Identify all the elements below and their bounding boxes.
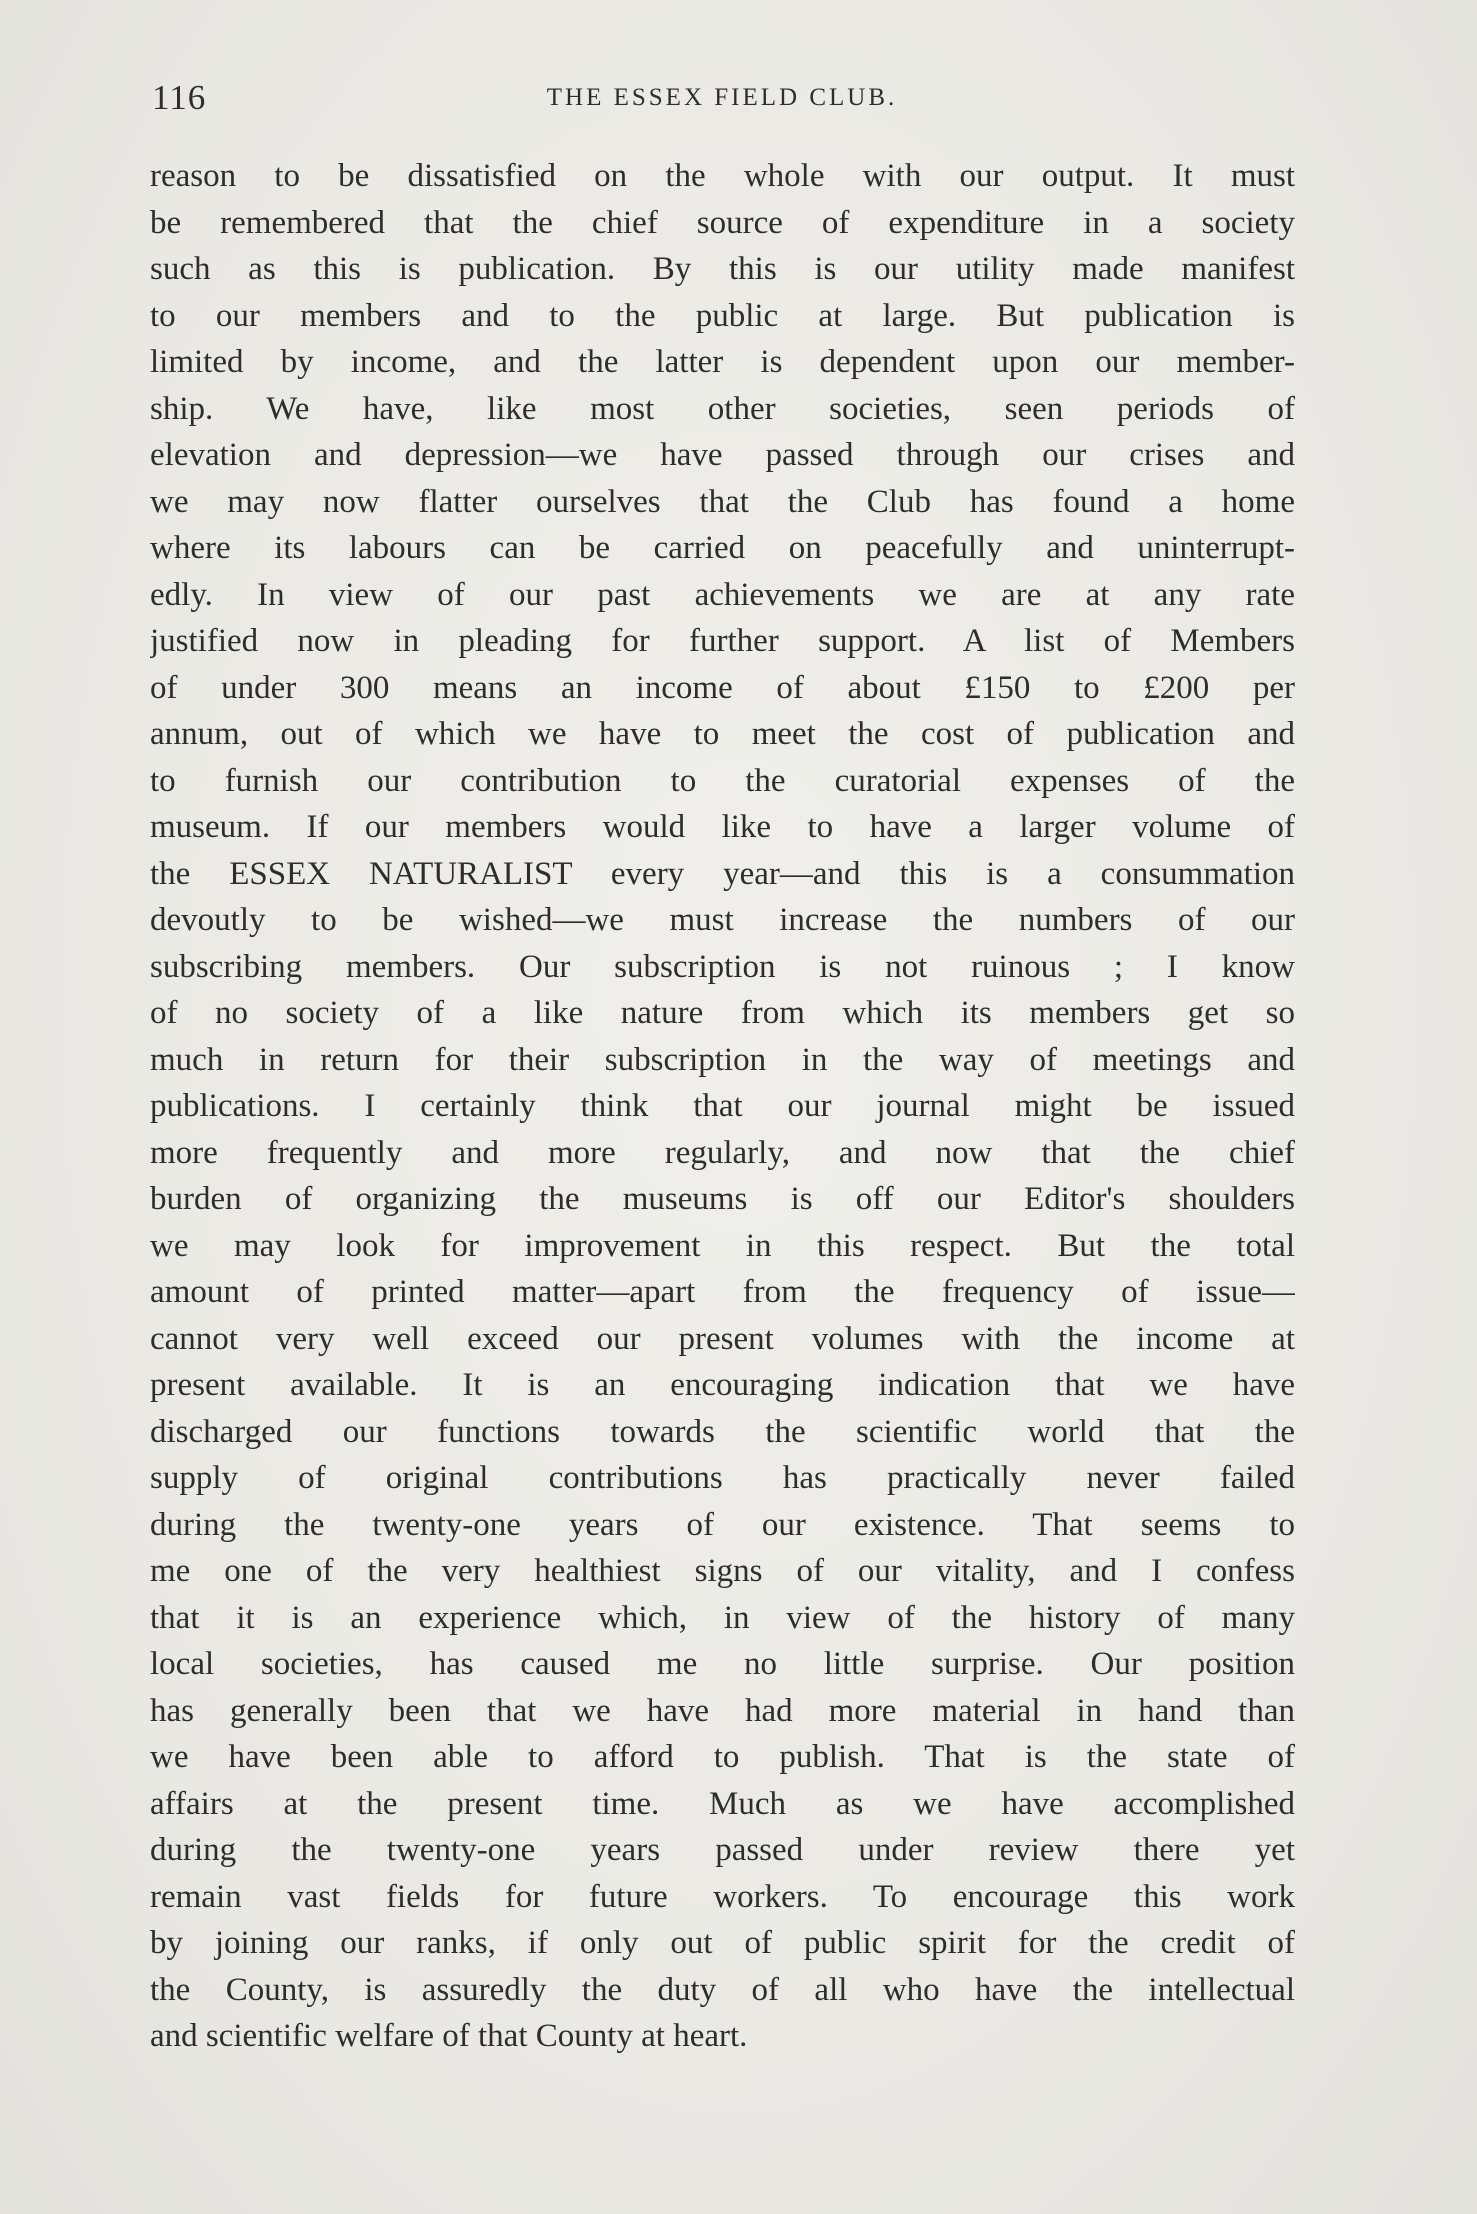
text-line: has generally been that we have had more material in hand than [150,1692,1295,1729]
text-line: such as this is publication. By this is our utility made manifest [150,251,1295,287]
text-line: limited by income, and the latter is dependent upon our member- [150,344,1295,380]
text-line: edly. In view of our past achievements we are at any rate [150,576,1295,613]
text-line: discharged our functions towards the scientific world that the [150,1413,1295,1450]
text-line: ship. We have, like most other societies, seen periods of [150,390,1295,427]
body-text [150,153,1295,2060]
text-line: reason to be dissatisfied on the whole with our output. It must [150,158,1295,194]
text-line: publications. I certainly think that our journal might be issued [150,1088,1295,1124]
text-line: to furnish our contribution to the curatorial expenses of the [150,762,1295,799]
text-line: subscribing members. Our subscription is not ruinous ; I know [150,948,1295,985]
text-line-journal-name: the ESSEX NATURALIST every year—and this is a consummation [150,855,1295,892]
text-line: we have been able to afford to publish. That is the state of [150,1739,1295,1775]
text-line: of no society of a like nature from which its members get so [150,995,1295,1031]
text-line: by joining our ranks, if only out of public spirit for the credit of [150,1925,1295,1961]
text-line: be remembered that the chief source of expenditure in a society [150,204,1295,241]
text-line: cannot very well exceed our present volumes with the income at [150,1320,1295,1357]
text-line: devoutly to be wished—we must increase the numbers of our [150,902,1295,938]
text-line: justified now in pleading for further support. A list of Members [150,623,1295,659]
text-line: much in return for their subscription in the way of meetings and [150,1041,1295,1078]
text-line: affairs at the present time. Much as we have accomplished [150,1785,1295,1822]
text-line: me one of the very healthiest signs of our vitality, and I confess [150,1553,1295,1589]
text-line: that it is an experience which, in view of the history of many [150,1599,1295,1636]
text-line: to our members and to the public at large. But publication is [150,297,1295,334]
text-line-final: and scientific welfare of that County at heart. [150,2018,748,2054]
text-line: elevation and depression—we have passed through our crises and [150,437,1295,473]
text-line: the County, is assuredly the duty of all who have the intellectual [150,1971,1295,2008]
text-line: we may now flatter ourselves that the Club has found a home [150,483,1295,520]
text-line: more frequently and more regularly, and now that the chief [150,1134,1295,1171]
text-line: during the twenty-one years passed under review there yet [150,1832,1295,1868]
page-number: 116 [152,78,207,117]
text-line: of under 300 means an income of about £150 to £200 per [150,669,1295,706]
text-line: amount of printed matter—apart from the frequency of issue— [150,1274,1295,1310]
text-line: local societies, has caused me no little surprise. Our position [150,1646,1295,1682]
journal-title: THE ESSEX FIELD CLUB. [546,84,898,111]
text-line: annum, out of which we have to meet the cost of publication and [150,716,1295,752]
text-line: supply of original contributions has practically never failed [150,1460,1295,1496]
text-line: present available. It is an encouraging indication that we have [150,1367,1295,1403]
running-head [152,78,1292,128]
text-line: museum. If our members would like to have a larger volume of [150,809,1295,845]
text-line: during the twenty-one years of our existence. That seems to [150,1506,1295,1543]
text-line: remain vast fields for future workers. To encourage this work [150,1878,1295,1915]
text-line: we may look for improvement in this respect. But the total [150,1227,1295,1264]
text-line: burden of organizing the museums is off our Editor's shoulders [150,1181,1295,1217]
text-line: where its labours can be carried on peacefully and uninterrupt- [150,530,1295,566]
